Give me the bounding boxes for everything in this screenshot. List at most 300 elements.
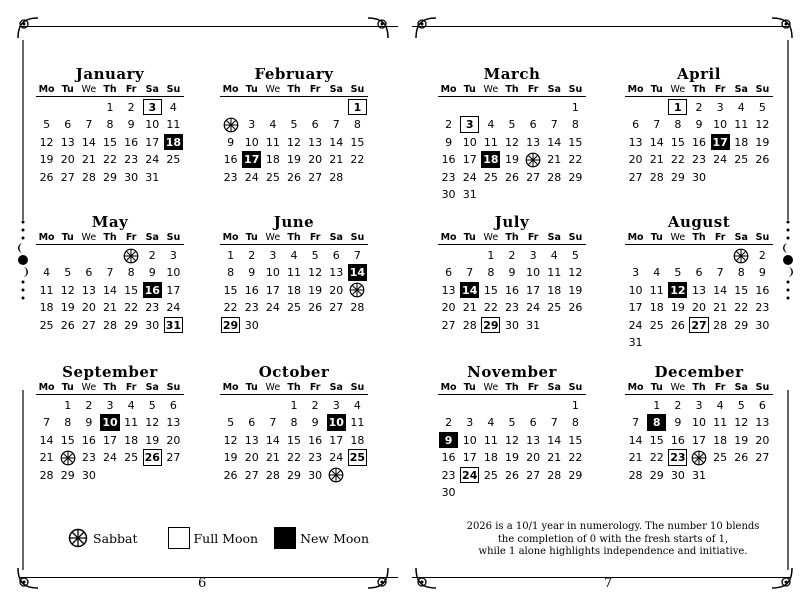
- weekday-label: Sa: [734, 382, 748, 393]
- day-number: 3: [148, 101, 157, 114]
- weekday-label: Su: [350, 232, 365, 243]
- day-cell: 21: [265, 451, 280, 465]
- day-cell: 2: [674, 399, 682, 412]
- month-march: [438, 64, 586, 203]
- weekday-label: Th: [692, 232, 706, 243]
- day-cell: 10: [265, 266, 280, 280]
- day-cell: 22: [350, 153, 365, 167]
- day-cell: 13: [329, 266, 344, 280]
- sabbat-day: [220, 116, 241, 133]
- day-cell: 1: [487, 249, 495, 262]
- weekday-label: Th: [287, 382, 301, 393]
- day-cell: 20: [329, 283, 344, 297]
- month-title: July: [494, 213, 530, 231]
- day-cell: 9: [148, 266, 156, 280]
- day-cell: 29: [102, 170, 117, 184]
- day-cell: 2: [695, 101, 703, 114]
- empty-cell: [78, 99, 99, 116]
- day-number: 26: [144, 451, 160, 465]
- day-grid: [438, 397, 586, 501]
- day-cell: 5: [758, 101, 766, 114]
- weekday-label: We: [483, 382, 499, 393]
- day-cell: 2: [445, 118, 453, 132]
- day-cell: 9: [311, 416, 319, 430]
- weekday-label: Su: [755, 382, 770, 393]
- day-cell: 13: [441, 283, 456, 297]
- day-cell: 3: [106, 399, 114, 412]
- day-cell: 27: [308, 170, 323, 184]
- day-cell: 6: [248, 416, 256, 430]
- new-moon-day: 16: [144, 283, 160, 297]
- new-moon-day: 18: [483, 153, 499, 167]
- day-cell: 2: [127, 101, 135, 114]
- day-cell: 9: [248, 266, 256, 280]
- weekday-label: Th: [505, 232, 519, 243]
- day-cell: 5: [148, 399, 156, 412]
- day-cell: 23: [124, 153, 139, 167]
- weekday-label: We: [265, 382, 281, 393]
- left-edge-line: [18, 40, 28, 570]
- empty-cell: [544, 99, 565, 116]
- sabbat-wheel-icon: [349, 282, 365, 298]
- empty-cell: [480, 99, 501, 116]
- day-cell: 1: [106, 101, 114, 114]
- sabbat-wheel-icon: [60, 450, 76, 466]
- day-cell: 24: [628, 318, 643, 332]
- day-cell: 8: [487, 266, 495, 280]
- day-cell: 19: [504, 451, 519, 465]
- day-cell: 19: [39, 153, 54, 167]
- day-cell: 19: [504, 153, 519, 167]
- day-cell: 29: [568, 170, 583, 184]
- new-moon-day: 9: [439, 432, 458, 448]
- sabbat-wheel-icon: [123, 248, 139, 264]
- day-cell: 24: [526, 301, 541, 315]
- day-cell: 7: [85, 118, 93, 132]
- day-cell: 4: [550, 249, 558, 262]
- crescent-moon-icon: [782, 266, 794, 278]
- day-cell: 25: [547, 301, 562, 315]
- day-grid: [625, 397, 773, 484]
- sabbat-wheel-icon: [691, 450, 707, 466]
- day-cell: 9: [508, 266, 516, 280]
- day-cell: 3: [716, 101, 724, 114]
- day-cell: 30: [441, 187, 456, 201]
- empty-cell: [480, 397, 501, 414]
- day-cell: 6: [529, 416, 537, 430]
- day-cell: 15: [568, 433, 583, 447]
- day-cell: 13: [244, 433, 259, 447]
- day-cell: 27: [81, 318, 96, 332]
- day-cell: 29: [124, 318, 139, 332]
- full-moon-day: [163, 317, 184, 334]
- day-cell: 17: [329, 433, 344, 447]
- day-cell: 3: [169, 249, 177, 262]
- new-moon-day: 14: [462, 283, 478, 297]
- month-july: [438, 212, 586, 334]
- day-cell: 20: [244, 451, 259, 465]
- day-cell: 25: [166, 153, 181, 167]
- day-cell: 16: [223, 153, 238, 167]
- note-line: the completion of 0 with the fresh starts of 1,: [497, 533, 729, 545]
- sabbat-wheel-icon: [733, 248, 749, 264]
- day-cell: 28: [81, 170, 96, 184]
- month-title: February: [254, 65, 334, 83]
- weekday-label: Th: [287, 232, 301, 243]
- day-cell: 16: [308, 433, 323, 447]
- legend-new-moon-label: New Moon: [300, 530, 370, 546]
- day-cell: 3: [529, 249, 537, 262]
- day-cell: 17: [628, 301, 643, 315]
- weekday-header: [438, 382, 586, 395]
- day-cell: 10: [691, 416, 706, 430]
- empty-cell: [57, 247, 78, 264]
- empty-cell: [438, 99, 459, 116]
- day-cell: 13: [308, 135, 323, 149]
- day-cell: 17: [265, 283, 280, 297]
- day-cell: 1: [64, 399, 72, 412]
- day-cell: 26: [60, 318, 75, 332]
- weekday-label: Mo: [440, 232, 457, 243]
- crescent-moon-icon: [17, 266, 29, 278]
- day-cell: 18: [124, 433, 139, 447]
- day-cell: 16: [691, 135, 706, 149]
- weekday-label: Tu: [463, 382, 476, 393]
- note-line: 2026 is a 10/1 year in numerology. The number 10 blends: [466, 521, 760, 532]
- day-cell: 16: [670, 433, 685, 447]
- weekday-label: Fr: [309, 382, 321, 393]
- month-title: October: [258, 363, 330, 381]
- full-moon-day: [347, 449, 368, 466]
- day-cell: 11: [166, 118, 181, 132]
- day-cell: 22: [568, 451, 583, 465]
- day-cell: 8: [127, 266, 135, 280]
- day-cell: 20: [81, 301, 96, 315]
- day-cell: 28: [102, 318, 117, 332]
- day-cell: 11: [649, 283, 664, 297]
- weekday-label: Sa: [329, 84, 343, 95]
- empty-cell: [646, 247, 667, 264]
- day-cell: 1: [653, 399, 661, 412]
- day-cell: 9: [695, 118, 703, 132]
- new-moon-day: 8: [647, 414, 666, 430]
- day-cell: 2: [148, 249, 156, 262]
- day-cell: 28: [329, 170, 344, 184]
- weekday-label: We: [670, 84, 686, 95]
- page-number-right: 7: [604, 576, 613, 591]
- weekday-label: We: [483, 84, 499, 95]
- day-cell: 6: [529, 118, 537, 132]
- day-cell: 27: [329, 301, 344, 315]
- day-cell: 19: [145, 433, 160, 447]
- empty-cell: [523, 397, 544, 414]
- weekday-label: Su: [568, 232, 583, 243]
- month-title: November: [467, 363, 557, 381]
- day-cell: 19: [308, 283, 323, 297]
- empty-cell: [36, 99, 57, 116]
- day-cell: 29: [649, 468, 664, 482]
- day-cell: 23: [441, 170, 456, 184]
- day-cell: 18: [265, 153, 280, 167]
- weekday-label: Th: [505, 382, 519, 393]
- day-cell: 26: [568, 301, 583, 315]
- moon-phases-right: [782, 218, 794, 302]
- day-cell: 8: [571, 416, 579, 430]
- empty-cell: [99, 247, 120, 264]
- day-cell: 10: [526, 266, 541, 280]
- weekday-label: Fr: [714, 382, 726, 393]
- day-cell: 22: [734, 301, 749, 315]
- day-cell: 9: [758, 266, 766, 280]
- day-cell: 5: [571, 249, 579, 262]
- empty-cell: [262, 397, 283, 414]
- day-cell: 27: [60, 170, 75, 184]
- day-cell: 5: [43, 118, 51, 132]
- day-cell: 26: [39, 170, 54, 184]
- empty-cell: [544, 397, 565, 414]
- day-cell: 21: [649, 153, 664, 167]
- day-cell: 22: [670, 153, 685, 167]
- weekday-label: Th: [692, 84, 706, 95]
- day-cell: 25: [483, 170, 498, 184]
- day-cell: 28: [713, 318, 728, 332]
- weekday-header: [220, 382, 368, 395]
- day-cell: 1: [571, 101, 579, 114]
- sabbat-wheel-icon: [68, 528, 88, 548]
- day-cell: 24: [102, 451, 117, 465]
- day-cell: 26: [670, 318, 685, 332]
- empty-cell: [220, 397, 241, 414]
- weekday-label: Sa: [547, 382, 561, 393]
- day-cell: 3: [269, 249, 277, 262]
- day-number: 31: [165, 318, 182, 332]
- day-cell: 23: [145, 301, 160, 315]
- day-cell: 16: [81, 433, 96, 447]
- weekday-label: Su: [166, 382, 181, 393]
- day-cell: 26: [504, 170, 519, 184]
- day-cell: 25: [286, 301, 301, 315]
- weekday-label: Su: [166, 84, 181, 95]
- day-cell: 22: [568, 153, 583, 167]
- weekday-label: Mo: [38, 382, 55, 393]
- weekday-label: Fr: [125, 382, 137, 393]
- day-cell: 26: [755, 153, 770, 167]
- day-cell: 17: [102, 433, 117, 447]
- day-cell: 23: [441, 468, 456, 482]
- weekday-label: Tu: [61, 84, 74, 95]
- day-cell: 10: [713, 118, 728, 132]
- day-cell: 12: [223, 433, 238, 447]
- day-cell: 31: [462, 187, 477, 201]
- day-cell: 26: [308, 301, 323, 315]
- day-cell: 30: [755, 318, 770, 332]
- ornament-corner-icon: [412, 566, 438, 592]
- day-number: 1: [674, 101, 682, 114]
- day-cell: 5: [311, 249, 319, 262]
- day-cell: 16: [441, 451, 456, 465]
- day-cell: 15: [670, 135, 685, 149]
- day-cell: 8: [353, 118, 361, 132]
- crescent-moon-icon: [17, 242, 29, 254]
- weekday-label: Fr: [527, 382, 539, 393]
- weekday-label: Sa: [145, 382, 159, 393]
- weekday-label: Su: [568, 84, 583, 95]
- day-cell: 3: [332, 399, 340, 412]
- day-cell: 20: [60, 153, 75, 167]
- day-cell: 19: [670, 301, 685, 315]
- weekday-label: Tu: [245, 84, 258, 95]
- day-number: 27: [691, 318, 707, 332]
- day-cell: 1: [290, 399, 298, 412]
- day-cell: 14: [81, 135, 96, 149]
- day-cell: 17: [526, 283, 541, 297]
- day-cell: 4: [737, 101, 745, 114]
- day-cell: 15: [223, 283, 238, 297]
- weekday-label: Fr: [309, 232, 321, 243]
- weekday-label: Sa: [329, 232, 343, 243]
- dots-icon: [783, 218, 793, 242]
- empty-cell: [241, 397, 262, 414]
- weekday-label: Tu: [61, 382, 74, 393]
- sabbat-day: [347, 282, 368, 299]
- day-cell: 19: [755, 135, 770, 149]
- weekday-label: Tu: [463, 232, 476, 243]
- day-cell: 14: [102, 283, 117, 297]
- month-title: September: [62, 363, 158, 381]
- weekday-label: We: [265, 232, 281, 243]
- day-cell: 22: [286, 451, 301, 465]
- day-cell: 23: [755, 301, 770, 315]
- day-cell: 22: [483, 301, 498, 315]
- day-cell: 28: [39, 468, 54, 482]
- new-moon-day: 14: [349, 266, 366, 280]
- full-moon-icon: [17, 254, 29, 266]
- empty-cell: [501, 99, 522, 116]
- day-cell: 10: [166, 266, 181, 280]
- day-cell: 30: [244, 318, 259, 332]
- day-cell: 25: [265, 170, 280, 184]
- day-cell: 16: [504, 283, 519, 297]
- day-cell: 28: [547, 170, 562, 184]
- legend-full-moon: [168, 527, 259, 549]
- weekday-label: Th: [103, 84, 117, 95]
- day-cell: 7: [106, 266, 114, 280]
- day-cell: 5: [227, 416, 235, 430]
- day-number: 29: [483, 318, 499, 332]
- day-cell: 3: [695, 399, 703, 412]
- month-june: [220, 212, 368, 334]
- sabbat-day: [57, 449, 78, 466]
- day-cell: 18: [483, 451, 498, 465]
- month-title: April: [677, 65, 721, 83]
- day-cell: 18: [286, 283, 301, 297]
- day-cell: 4: [353, 399, 361, 412]
- weekday-header: [438, 232, 586, 245]
- full-moon-box-icon: [168, 527, 190, 549]
- day-cell: 28: [547, 468, 562, 482]
- day-cell: 24: [462, 170, 477, 184]
- day-cell: 30: [124, 170, 139, 184]
- day-cell: 12: [504, 433, 519, 447]
- day-cell: 25: [734, 153, 749, 167]
- weekday-label: Fr: [309, 84, 321, 95]
- day-cell: 9: [674, 416, 682, 430]
- empty-cell: [220, 99, 241, 116]
- day-cell: 12: [39, 135, 54, 149]
- dots-icon: [18, 218, 28, 242]
- sabbat-wheel-icon: [223, 117, 239, 133]
- empty-cell: [36, 247, 57, 264]
- day-cell: 13: [166, 416, 181, 430]
- day-cell: 20: [691, 301, 706, 315]
- legend-new-moon: [274, 527, 369, 549]
- ornament-corner-icon: [14, 14, 40, 40]
- day-cell: 16: [124, 135, 139, 149]
- day-cell: 7: [716, 266, 724, 280]
- month-august: [625, 212, 773, 351]
- day-cell: 14: [713, 283, 728, 297]
- new-moon-box-icon: [274, 527, 296, 549]
- empty-cell: [459, 397, 480, 414]
- day-cell: 14: [547, 433, 562, 447]
- weekday-label: We: [81, 84, 97, 95]
- day-cell: 29: [60, 468, 75, 482]
- day-cell: 5: [674, 266, 682, 280]
- day-cell: 6: [169, 399, 177, 412]
- weekday-label: Tu: [245, 382, 258, 393]
- day-cell: 15: [102, 135, 117, 149]
- month-may: [36, 212, 184, 334]
- day-cell: 7: [466, 266, 474, 280]
- day-grid: [438, 247, 586, 334]
- day-cell: 12: [568, 266, 583, 280]
- day-cell: 2: [311, 399, 319, 412]
- day-cell: 2: [248, 249, 256, 262]
- day-cell: 27: [166, 451, 181, 465]
- day-cell: 14: [547, 135, 562, 149]
- weekday-label: Mo: [222, 84, 239, 95]
- legend: [68, 526, 385, 550]
- new-moon-day: 18: [165, 135, 182, 149]
- day-cell: 19: [286, 153, 301, 167]
- day-cell: 12: [286, 135, 301, 149]
- day-cell: 3: [248, 118, 256, 132]
- day-cell: 18: [39, 301, 54, 315]
- day-cell: 25: [713, 451, 728, 465]
- weekday-header: [36, 232, 184, 245]
- day-cell: 29: [568, 468, 583, 482]
- sabbat-wheel-icon: [525, 152, 541, 168]
- day-cell: 8: [737, 266, 745, 280]
- day-cell: 7: [269, 416, 277, 430]
- full-moon-day: [142, 449, 163, 466]
- day-cell: 25: [483, 468, 498, 482]
- day-cell: 24: [145, 153, 160, 167]
- weekday-label: Th: [287, 84, 301, 95]
- day-cell: 5: [508, 416, 516, 430]
- day-cell: 16: [755, 283, 770, 297]
- empty-cell: [78, 247, 99, 264]
- day-cell: 27: [244, 468, 259, 482]
- full-moon-day: [347, 99, 368, 116]
- empty-cell: [688, 247, 709, 264]
- weekday-label: Sa: [145, 84, 159, 95]
- day-cell: 17: [691, 433, 706, 447]
- day-cell: 11: [350, 416, 365, 430]
- empty-cell: [305, 99, 326, 116]
- day-cell: 20: [308, 153, 323, 167]
- weekday-header: [625, 84, 773, 97]
